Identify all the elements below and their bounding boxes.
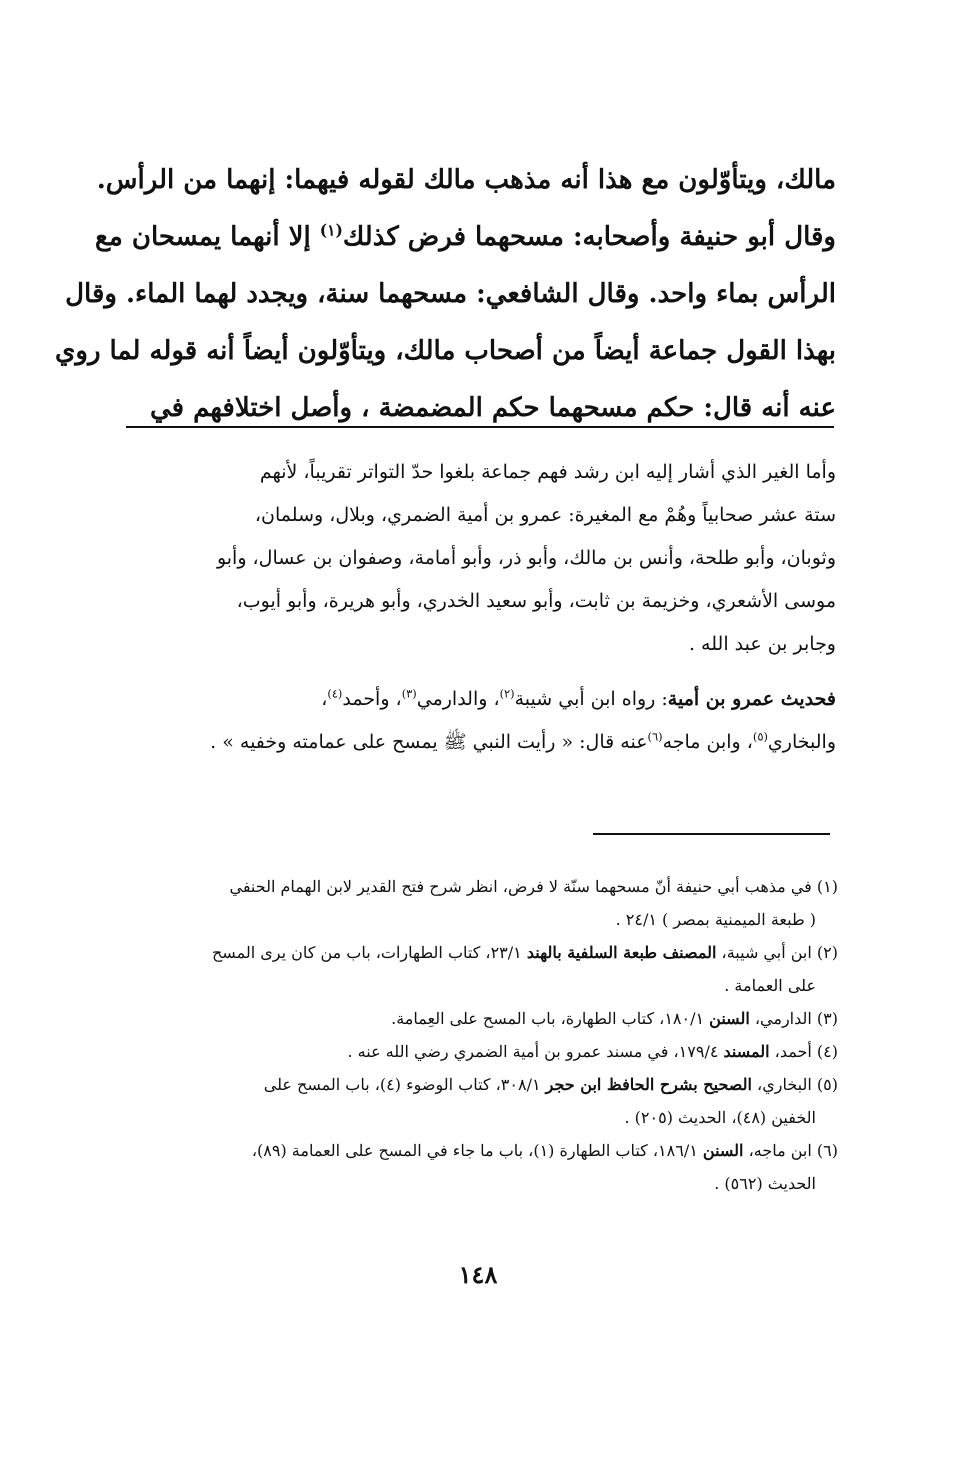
footnote-source-title: السنن [702, 1141, 744, 1160]
commentary-line [126, 721, 836, 764]
commentary-text: ، وأحمد [342, 688, 402, 710]
footnote-text: (٥) البخاري، [751, 1075, 838, 1094]
main-line: بهذا القول جماعة أيضاً من أصحاب مالك، ويتأوّلون أيضاً أنه قوله لما روي [55, 336, 836, 366]
commentary-line [126, 678, 836, 721]
footnote-text: ١٨٠/١، كتاب الطهارة، باب المسح على العِمامة. [391, 1009, 710, 1028]
footnote-6 [126, 1134, 838, 1167]
main-text-block [55, 152, 836, 437]
footnote-text: ٣٠٨/١، كتاب الوضوء (٤)، باب المسح على [263, 1075, 546, 1094]
commentary-line: ستة عشر صحابياً وهُمْ مع المغيرة: عمرو بن أمية الضمري، وبلال، وسلمان، [254, 504, 836, 526]
footnote-text: (٤) أحمد، [769, 1042, 838, 1061]
footnote-marker-4[interactable]: (٤) [327, 686, 343, 701]
footnote-3 [126, 1002, 838, 1035]
footnote-source-title: المسند [723, 1042, 770, 1061]
main-line [95, 209, 836, 266]
main-line: مالك، ويتأوّلون مع هذا أنه مذهب مالك لقوله فيهما: إنهما من الرأس. [96, 165, 836, 195]
commentary-line: وثوبان، وأبو طلحة، وأنس بن مالك، وأبو ذر، وأبو أمامة، وصفوان بن عسال، وأبو [216, 547, 836, 569]
footnote-source-title: الصحيح بشرح الحافظ ابن حجر [545, 1075, 752, 1094]
footnote-5-cont: الخفين (٤٨)، الحديث (٢٠٥) . [624, 1108, 816, 1127]
footnote-marker-1[interactable]: (١) [319, 220, 343, 240]
commentary-text: ، [321, 688, 328, 710]
commentary-text: عنه قال: « رأيت النبي ﷺ يمسح على عمامته وخفيه » . [210, 731, 648, 753]
commentary-text: ، وابن ماجه [662, 731, 753, 753]
commentary-text: والبخاري [767, 731, 836, 753]
footnote-1-cont: ( طبعة الميمنية بمصر ) ٢٤/١ . [615, 910, 816, 929]
footnote-text: ٢٣/١، كتاب الطهارات، باب من كان يرى المسح [211, 943, 527, 962]
footnote-2 [126, 936, 838, 969]
main-text-divider [126, 426, 834, 428]
commentary-line: وأما الغير الذي أشار إليه ابن رشد فهم جماعة بلغوا حدّ التواتر تقريباً، لأنهم [259, 461, 836, 483]
footnote-text: ١٨٦/١، كتاب الطهارة (١)، باب ما جاء في المسح على العمامة (٨٩)، [251, 1141, 703, 1160]
footnote-source-title: المصنف طبعة السلفية بالهند [526, 943, 717, 962]
footnote-4 [126, 1035, 838, 1068]
commentary-text: : رواه ابن أبي شيبة [514, 688, 668, 710]
page-number: ١٤٨ [458, 1260, 498, 1289]
commentary-line: موسى الأشعري، وخزيمة بن ثابت، وأبو سعيد الخدري، وأبو هريرة، وأبو أيوب، [236, 590, 836, 612]
footnote-6-cont: الحديث (٥٦٢) . [714, 1174, 816, 1193]
main-line: الرأس بماء واحد. وقال الشافعي: مسحهما سنة، ويجدد لهما الماء. وقال [65, 279, 836, 309]
commentary-line: وجابر بن عبد الله . [688, 633, 836, 655]
footnote-text: (٢) ابن أبي شيبة، [716, 943, 838, 962]
footnote-marker-6[interactable]: (٦) [647, 729, 663, 744]
footnote-text: (٦) ابن ماجه، [743, 1141, 838, 1160]
hadith-heading: فحديث عمرو بن أمية [667, 688, 836, 710]
footnote-source-title: السنن [709, 1009, 750, 1028]
commentary-text: ، والدارمي [416, 688, 500, 710]
commentary-block [126, 451, 836, 764]
footnote-5 [126, 1068, 838, 1101]
footnote-1: (١) في مذهب أبي حنيفة أنّ مسحهما سنّة لا فرض، انظر شرح فتح القدير لابن الهمام الحنفي [229, 877, 838, 896]
footnotes-block [126, 870, 838, 1200]
footnote-text: ١٧٩/٤، في مسند عمرو بن أمية الضمري رضي الله عنه . [347, 1042, 724, 1061]
footnote-marker-5[interactable]: (٥) [752, 729, 768, 744]
main-line-text: إلا أنهما يمسحان مع [95, 222, 320, 252]
main-line-text: وقال أبو حنيفة وأصحابه: مسحهما فرض كذلك [342, 222, 836, 252]
footnote-2-cont: على العمامة . [724, 976, 816, 995]
main-line: عنه أنه قال: حكم مسحهما حكم المضمضة ، وأصل اختلافهم في [149, 393, 836, 423]
footnote-marker-2[interactable]: (٢) [499, 686, 515, 701]
footnote-marker-3[interactable]: (٣) [401, 686, 417, 701]
footnote-text: (٣) الدارمي، [749, 1009, 838, 1028]
footnote-divider [593, 833, 830, 835]
